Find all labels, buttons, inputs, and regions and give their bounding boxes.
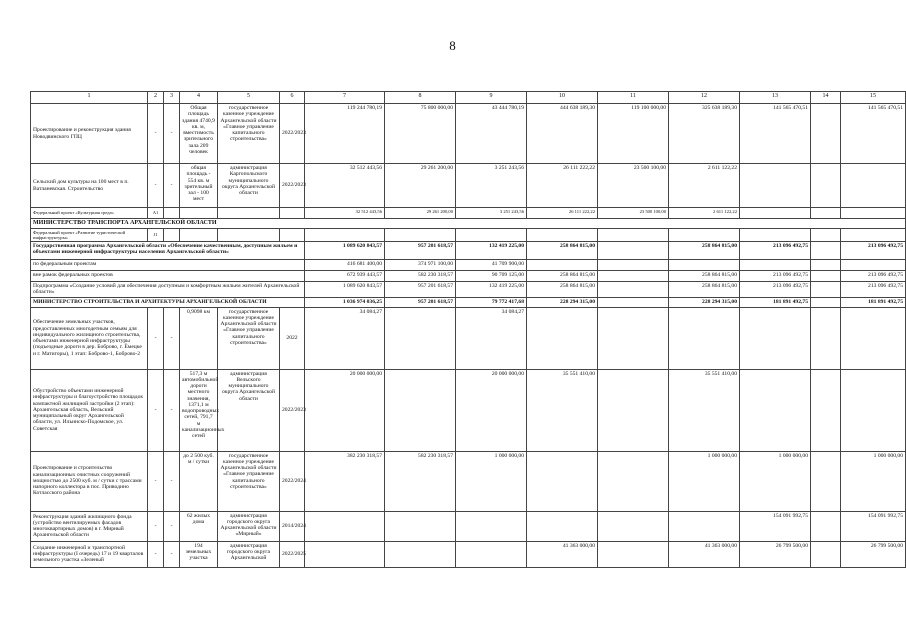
- table-cell: 2022/2023: [280, 104, 305, 164]
- table-cell: 26 111 222,22: [527, 164, 598, 208]
- program-row: [31, 242, 906, 260]
- table-cell: [527, 228, 598, 241]
- table-cell: 75 800 000,00: [385, 104, 456, 164]
- table-cell: 2 611 122,22: [669, 208, 740, 219]
- table-cell: 258 864 815,00: [527, 282, 598, 298]
- table-cell: [456, 511, 527, 541]
- table-cell: 213 096 492,75: [841, 242, 906, 260]
- column-number: 12: [669, 92, 740, 104]
- table-cell: 79 772 417,68: [456, 297, 527, 307]
- table-cell: 23 500 100,00: [598, 164, 669, 208]
- table-cell: [669, 228, 740, 241]
- table-cell: [811, 369, 841, 451]
- table-cell: государственное казенное учреждение Архангельской области «Главное управление капитального строительства»: [218, 104, 280, 164]
- table-cell: -: [164, 104, 180, 164]
- table-row: [31, 228, 906, 241]
- table-cell: [598, 541, 669, 567]
- table-cell: 1 000 000,00: [669, 451, 740, 511]
- table-cell: 2022/2024: [280, 451, 305, 511]
- table-cell: -: [164, 164, 180, 208]
- table-cell: 1 089 620 843,57: [305, 242, 385, 260]
- table-cell: [841, 208, 906, 219]
- column-number: 15: [841, 92, 906, 104]
- table-cell: [598, 242, 669, 260]
- table-cell: 29 261 200,00: [385, 208, 456, 219]
- program-row: [31, 260, 906, 271]
- table-cell: 132 419 225,00: [456, 282, 527, 298]
- table-cell: 26 799 500,00: [841, 541, 906, 567]
- table-cell: [527, 451, 598, 511]
- table-cell: -: [148, 164, 164, 208]
- table-cell: вне рамок федеральных проектов: [31, 271, 305, 282]
- table-cell: 213 096 492,75: [841, 271, 906, 282]
- table-cell: 41 363 000,00: [669, 541, 740, 567]
- table-cell: 35 551 410,00: [527, 369, 598, 451]
- table-cell: 32 512 443,56: [305, 164, 385, 208]
- column-number: 10: [527, 92, 598, 104]
- table-cell: [385, 369, 456, 451]
- column-number: 4: [180, 92, 218, 104]
- table-cell: А1: [148, 208, 164, 219]
- column-number: 6: [280, 92, 305, 104]
- table-cell: 43 444 780,19: [456, 104, 527, 164]
- table-cell: [598, 511, 669, 541]
- table-row: [31, 307, 906, 369]
- table-cell: 2 611 122,22: [669, 164, 740, 208]
- table-cell: [218, 228, 280, 241]
- table-cell: 444 638 189,30: [527, 104, 598, 164]
- table-cell: -: [148, 511, 164, 541]
- program-row: [31, 282, 906, 298]
- table-cell: -: [164, 369, 180, 451]
- table-cell: [811, 228, 841, 241]
- table-cell: 26 799 500,00: [740, 541, 811, 567]
- table-cell: 672 939 443,57: [305, 271, 385, 282]
- table-cell: [305, 228, 385, 241]
- table-cell: 957 201 618,57: [385, 242, 456, 260]
- table-cell: [385, 511, 456, 541]
- table-cell: администрация Вельского муниципального округа Архангельской области: [218, 369, 280, 451]
- table-cell: [598, 297, 669, 307]
- table-cell: [669, 307, 740, 369]
- table-cell: 90 709 125,00: [456, 271, 527, 282]
- table-cell: [740, 228, 811, 241]
- table-cell: [811, 451, 841, 511]
- table-cell: 582 230 318,57: [385, 271, 456, 282]
- table-cell: -: [148, 541, 164, 567]
- table-cell: 213 096 492,75: [841, 282, 906, 298]
- table-cell: [811, 242, 841, 260]
- column-number: 9: [456, 92, 527, 104]
- program-row: [31, 297, 906, 307]
- table-cell: 20 000 000,00: [456, 369, 527, 451]
- table-cell: [180, 208, 218, 219]
- table-cell: [740, 208, 811, 219]
- table-cell: [598, 271, 669, 282]
- table-cell: 26 111 222,22: [527, 208, 598, 219]
- table-cell: [841, 369, 906, 451]
- table-cell: 41 363 000,00: [527, 541, 598, 567]
- table-cell: -: [148, 307, 164, 369]
- table-cell: 582 230 318,57: [385, 451, 456, 511]
- column-number: 1: [31, 92, 148, 104]
- table-cell: 957 201 618,57: [385, 297, 456, 307]
- table-cell: [811, 208, 841, 219]
- table-cell: [811, 271, 841, 282]
- table-cell: [811, 164, 841, 208]
- table-cell: 1 089 620 843,57: [305, 282, 385, 298]
- table-cell: 374 971 100,00: [385, 260, 456, 271]
- table-cell: 35 551 410,00: [669, 369, 740, 451]
- table-cell: [598, 307, 669, 369]
- table-cell: [811, 511, 841, 541]
- table-cell: 2022/2023: [280, 164, 305, 208]
- table-cell: 32 512 443,56: [305, 208, 385, 219]
- table-cell: [385, 307, 456, 369]
- column-number: 7: [305, 92, 385, 104]
- table-cell: МИНИСТЕРСТВО ТРАНСПОРТА АРХАНГЕЛЬСКОЙ ОБЛАСТИ: [31, 219, 906, 229]
- table-cell: 258 864 815,00: [527, 271, 598, 282]
- table-cell: Государственная программа Архангельской области «Обеспечение качественным, доступным жильем и объектами инженерной инфраструктуры населения Архангельской области»: [31, 242, 305, 260]
- table-cell: 141 565 470,51: [740, 104, 811, 164]
- table-cell: [740, 260, 811, 271]
- table-cell: Проектирование и реконструкция здания Новодвинского ГПЦ: [31, 104, 148, 164]
- table-cell: [811, 104, 841, 164]
- table-cell: [527, 260, 598, 271]
- table-cell: [841, 164, 906, 208]
- table-cell: 382 230 318,57: [305, 451, 385, 511]
- table-cell: [811, 282, 841, 298]
- table-cell: 213 096 492,75: [740, 282, 811, 298]
- table-cell: [280, 228, 305, 241]
- table-cell: 3 251 243,56: [456, 164, 527, 208]
- table-cell: 20 000 000,00: [305, 369, 385, 451]
- table-header-row: [31, 92, 906, 104]
- table-cell: [811, 307, 841, 369]
- table-cell: 258 864 815,00: [669, 242, 740, 260]
- table-cell: [841, 307, 906, 369]
- table-cell: [305, 511, 385, 541]
- table-cell: -: [164, 451, 180, 511]
- table-cell: 957 201 618,57: [385, 282, 456, 298]
- table-cell: Обеспечение земельных участков, предоставленных многодетным семьям для индивидуального жилищного строительства, объектами инженерной инфраструктуры (подъездные дороги в дер. Боброво, г. Ёмецке и г. Матигоры), 1 этап: Боброво-1, Боброво-2: [31, 307, 148, 369]
- table-cell: [385, 541, 456, 567]
- table-cell: 29 261 200,00: [385, 164, 456, 208]
- table-cell: 258 864 815,00: [669, 271, 740, 282]
- table-cell: -: [164, 511, 180, 541]
- table-cell: -: [164, 307, 180, 369]
- table-cell: [841, 260, 906, 271]
- column-number: 11: [598, 92, 669, 104]
- table-cell: 325 638 189,30: [669, 104, 740, 164]
- table-cell: [385, 228, 456, 241]
- table-cell: администрация городского округа Архангельской области «Мирный»: [218, 511, 280, 541]
- table-cell: -: [148, 104, 164, 164]
- column-number: 13: [740, 92, 811, 104]
- table-cell: [218, 208, 280, 219]
- table-cell: 2014/2024: [280, 511, 305, 541]
- table-cell: государственное казенное учреждение Архангельской области «Главное управление капитального строительства»: [218, 451, 280, 511]
- table-cell: 132 419 225,00: [456, 242, 527, 260]
- table-cell: 34 084,27: [305, 307, 385, 369]
- table-cell: [598, 369, 669, 451]
- table-cell: [164, 208, 180, 219]
- table-cell: 517,3 м автомобильной дороги местного значения, 1371,1 м водопроводных сетей, 791,7 м канализационных сетей: [180, 369, 218, 451]
- table-cell: Общая площадь здания 4740,9 кв. м, вместимость зрительного зала 209 человек: [180, 104, 218, 164]
- table-cell: [669, 260, 740, 271]
- table-cell: [164, 228, 180, 241]
- table-cell: Реконструкция зданий жилищного фонда (устройство вентилируемых фасадов многоквартирных домов) в г. Мирный Архангельской области: [31, 511, 148, 541]
- table-cell: 34 084,27: [456, 307, 527, 369]
- table-cell: [740, 164, 811, 208]
- table-row: [31, 369, 906, 451]
- table-cell: -: [148, 369, 164, 451]
- table-cell: [598, 451, 669, 511]
- table-cell: [669, 511, 740, 541]
- table-cell: 2022: [280, 307, 305, 369]
- table-cell: [811, 541, 841, 567]
- table-cell: 154 091 992,75: [841, 511, 906, 541]
- table-cell: МИНИСТЕРСТВО СТРОИТЕЛЬСТВА И АРХИТЕКТУРЫ АРХАНГЕЛЬСКОЙ ОБЛАСТИ: [31, 297, 305, 307]
- column-number: 8: [385, 92, 456, 104]
- table-cell: Проектирование и строительство канализационных очистных сооружений мощностью до 2500 куб. м / сутки с трассами напорного коллектора в пос. Приводино Котласского района: [31, 451, 148, 511]
- table-cell: Обустройство объектами инженерной инфраструктуры и благоустройство площадок компактной жилищной застройки (2 этап): Архангельская область, Вельский муниципальный округ Архангельской области, ул. Ильинско-Подомское, ул. Советская: [31, 369, 148, 451]
- table-cell: J1: [148, 228, 164, 241]
- table-cell: [456, 228, 527, 241]
- table-cell: 1 000 000,00: [841, 451, 906, 511]
- table-cell: 1 000 000,00: [456, 451, 527, 511]
- section-row: [31, 219, 906, 229]
- table-cell: Создание инженерной и транспортной инфраструктуры (I очередь) 17 и 19 кварталов земельного участка «Зеленый: [31, 541, 148, 567]
- table-cell: [841, 228, 906, 241]
- table-cell: 0,9098 км: [180, 307, 218, 369]
- table-cell: 228 294 315,00: [669, 297, 740, 307]
- page-number: 8: [449, 38, 456, 53]
- table-cell: 62 жилых дома: [180, 511, 218, 541]
- table-cell: государственное казенное учреждение Архангельской области «Главное управление капитального строительства»: [218, 307, 280, 369]
- table-cell: 213 096 492,75: [740, 271, 811, 282]
- table-cell: 41 709 900,00: [456, 260, 527, 271]
- column-number: 14: [811, 92, 841, 104]
- table-cell: Федеральный проект «Развитие туристической инфраструктуры»: [31, 228, 148, 241]
- table-cell: 258 864 815,00: [669, 282, 740, 298]
- table-cell: 3 251 243,56: [456, 208, 527, 219]
- table-cell: [527, 511, 598, 541]
- table-cell: администрация городского округа Архангельской: [218, 541, 280, 567]
- table-row: [31, 511, 906, 541]
- table-cell: Подпрограмма «Создание условий для обеспечения доступным и комфортным жильем жителей Архангельской области»: [31, 282, 305, 298]
- program-row: [31, 271, 906, 282]
- table-cell: [740, 369, 811, 451]
- table-cell: 181 891 492,75: [740, 297, 811, 307]
- table-cell: -: [164, 541, 180, 567]
- table-cell: [456, 541, 527, 567]
- table-cell: 194 земельных участка: [180, 541, 218, 567]
- table-cell: 119 100 000,00: [598, 104, 669, 164]
- table-cell: 228 294 315,00: [527, 297, 598, 307]
- table-cell: 154 091 992,75: [740, 511, 811, 541]
- table-cell: [527, 307, 598, 369]
- table-cell: 258 864 815,00: [527, 242, 598, 260]
- table-cell: [598, 228, 669, 241]
- table-cell: 23 500 100,00: [598, 208, 669, 219]
- table-cell: [180, 228, 218, 241]
- table-cell: [598, 260, 669, 271]
- table-cell: [811, 297, 841, 307]
- table-cell: Федеральный проект «Культурная среда»: [31, 208, 148, 219]
- table-cell: Сельский дом культуры на 100 мест в п. Ватланевская. Строительство: [31, 164, 148, 208]
- table-row: [31, 164, 906, 208]
- table-cell: 141 565 470,51: [841, 104, 906, 164]
- table-cell: [305, 541, 385, 567]
- table-cell: администрация Каргопольского муниципального округа Архангельской области: [218, 164, 280, 208]
- table-row: [31, 451, 906, 511]
- table-cell: 1 000 000,00: [740, 451, 811, 511]
- table-cell: 2022/2025: [280, 541, 305, 567]
- table-cell: [740, 307, 811, 369]
- table-cell: -: [148, 451, 164, 511]
- column-number: 5: [218, 92, 280, 104]
- table-cell: до 2 500 куб. м / сутки: [180, 451, 218, 511]
- table-cell: 416 681 400,00: [305, 260, 385, 271]
- column-number: 3: [164, 92, 180, 104]
- table-cell: [811, 260, 841, 271]
- table-cell: 1 036 974 036,25: [305, 297, 385, 307]
- table-row: [31, 208, 906, 219]
- table-cell: 119 244 780,19: [305, 104, 385, 164]
- table-cell: по федеральным проектам: [31, 260, 305, 271]
- table-row: [31, 104, 906, 164]
- table-cell: 181 891 492,75: [841, 297, 906, 307]
- table-cell: 2022/2023: [280, 369, 305, 451]
- table-cell: 213 096 492,75: [740, 242, 811, 260]
- column-number: 2: [148, 92, 164, 104]
- table-cell: [598, 282, 669, 298]
- budget-table: [30, 91, 906, 568]
- table-cell: общая площадь - 554 кв. м зрительный зал - 100 мест: [180, 164, 218, 208]
- table-cell: [280, 208, 305, 219]
- table-row: [31, 541, 906, 567]
